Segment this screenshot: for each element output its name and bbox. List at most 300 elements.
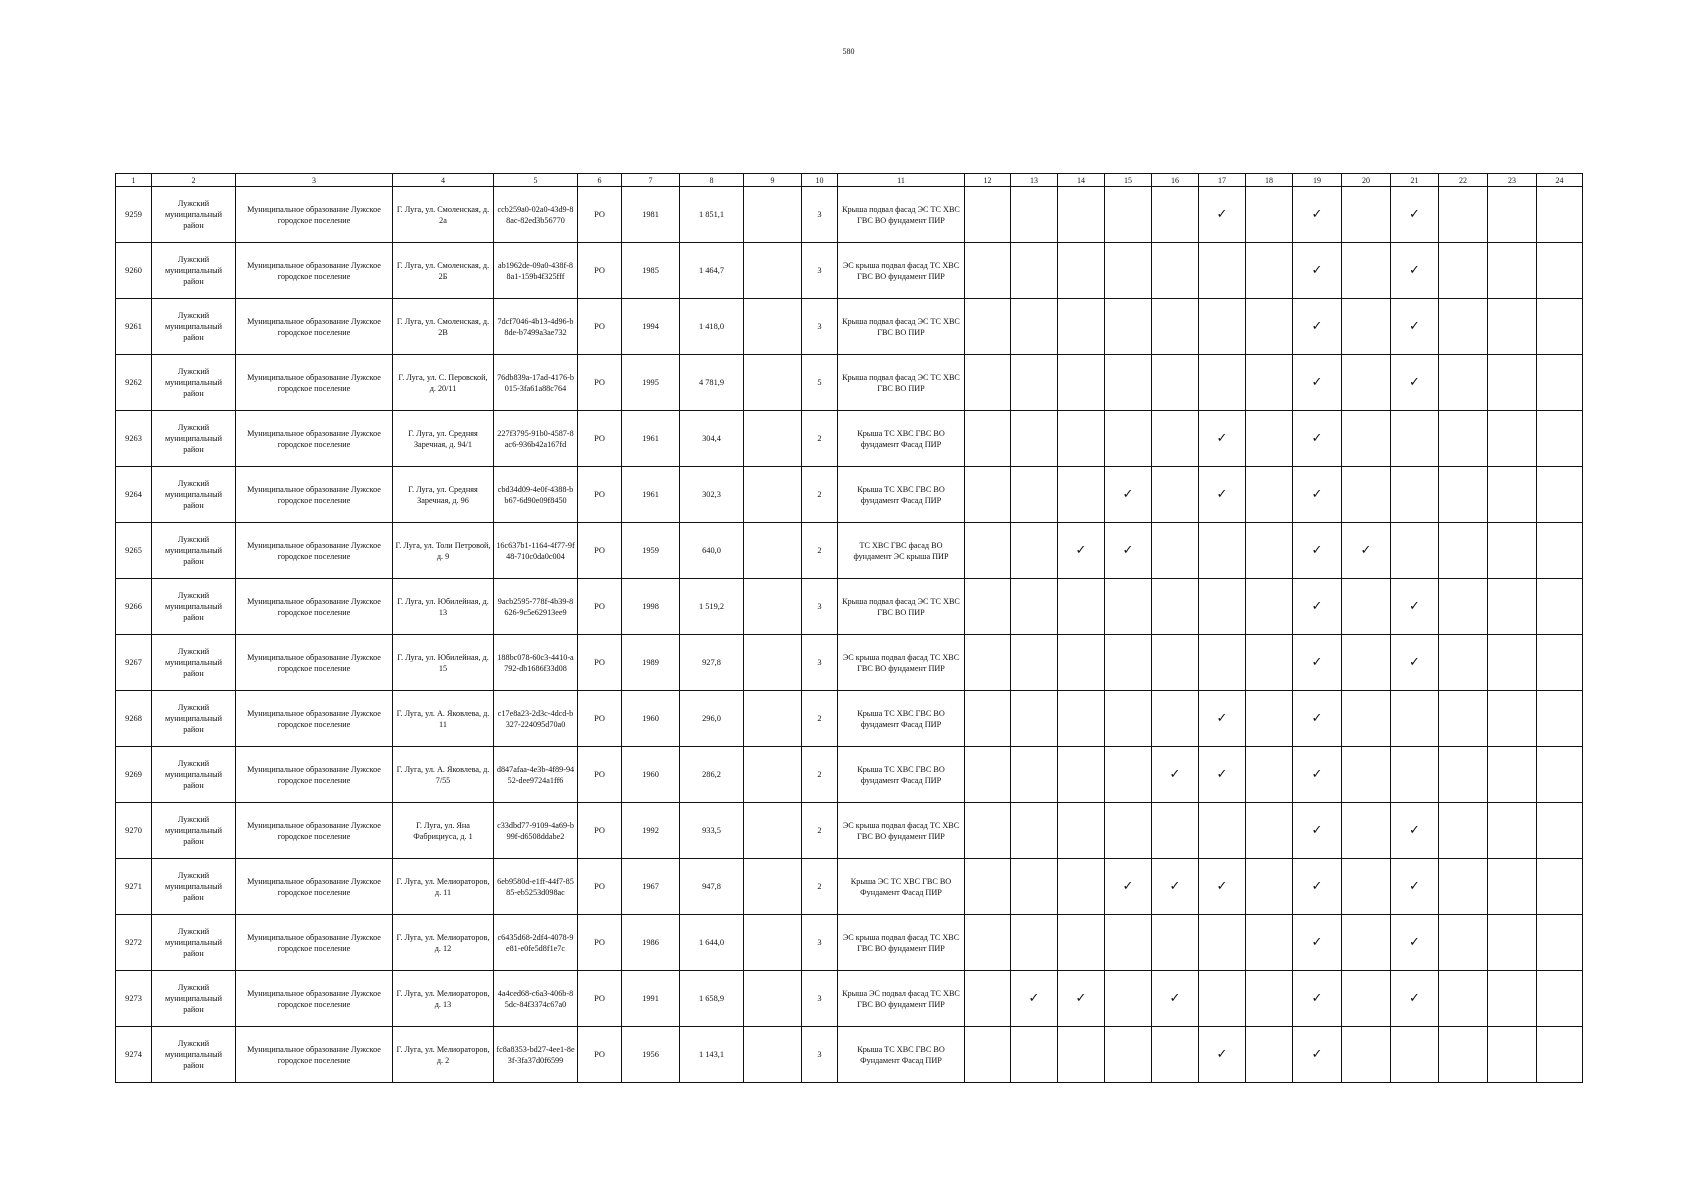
work-column-16-cell <box>1152 803 1199 859</box>
floors-cell: 2 <box>802 411 838 467</box>
table-row <box>116 803 1583 859</box>
work-column-16-cell <box>1152 299 1199 355</box>
work-column-24-cell <box>1537 411 1583 467</box>
work-column-13-cell <box>1011 747 1058 803</box>
work-column-14-cell <box>1058 691 1105 747</box>
table-row <box>116 579 1583 635</box>
work-column-17-cell <box>1199 355 1246 411</box>
check-mark-icon: ✓ <box>1216 430 1228 446</box>
address-cell: Г. Луга, ул. Смоленская, д. 2В <box>393 299 494 355</box>
municipality-cell: Муниципальное образование Лужское городское поселение <box>236 243 393 299</box>
work-column-16-cell <box>1152 411 1199 467</box>
address-cell: Г. Луга, ул. Смоленская, д. 2Б <box>393 243 494 299</box>
district-cell: Лужский муниципальный район <box>152 747 236 803</box>
work-column-24-cell <box>1537 747 1583 803</box>
column-header-18: 18 <box>1246 174 1293 187</box>
empty-cell <box>744 1027 802 1083</box>
work-column-20-cell <box>1342 355 1391 411</box>
work-column-12-cell <box>965 579 1011 635</box>
work-column-14-cell <box>1058 523 1105 579</box>
check-mark-icon: ✓ <box>1169 766 1181 782</box>
works-list-cell: ЭС крыша подвал фасад ТС ХВС ГВС ВО фундамент ПИР <box>838 635 965 691</box>
year-built-cell: 1995 <box>622 355 680 411</box>
check-mark-icon: ✓ <box>1028 990 1040 1006</box>
work-column-19-cell <box>1293 299 1342 355</box>
work-column-17-cell <box>1199 523 1246 579</box>
year-built-cell: 1991 <box>622 971 680 1027</box>
year-built-cell: 1992 <box>622 803 680 859</box>
work-column-24-cell <box>1537 803 1583 859</box>
fund-form-cell: РО <box>578 971 622 1027</box>
check-mark-icon: ✓ <box>1216 206 1228 222</box>
work-column-23-cell <box>1488 523 1537 579</box>
address-cell: Г. Луга, ул. Мелиораторов, д. 2 <box>393 1027 494 1083</box>
area-cell: 286,2 <box>680 747 744 803</box>
column-header-16: 16 <box>1152 174 1199 187</box>
fund-form-cell: РО <box>578 523 622 579</box>
work-column-13-cell <box>1011 971 1058 1027</box>
table-row <box>116 915 1583 971</box>
work-column-16-cell <box>1152 243 1199 299</box>
work-column-23-cell <box>1488 299 1537 355</box>
fund-form-cell: РО <box>578 915 622 971</box>
row-number-cell: 9259 <box>116 187 152 243</box>
year-built-cell: 1998 <box>622 579 680 635</box>
column-header-21: 21 <box>1391 174 1439 187</box>
building-id-cell: c6435d68-2df4-4078-9e81-e0fe5d8f1e7c <box>494 915 578 971</box>
work-column-17-cell <box>1199 299 1246 355</box>
works-list-cell: Крыша ТС ХВС ГВС ВО Фундамент Фасад ПИР <box>838 1027 965 1083</box>
works-list-cell: Крыша ЭС подвал фасад ТС ХВС ГВС ВО фундамент ПИР <box>838 971 965 1027</box>
year-built-cell: 1994 <box>622 299 680 355</box>
municipality-cell: Муниципальное образование Лужское городское поселение <box>236 859 393 915</box>
work-column-12-cell <box>965 243 1011 299</box>
work-column-17-cell <box>1199 411 1246 467</box>
work-column-13-cell <box>1011 691 1058 747</box>
work-column-19-cell <box>1293 635 1342 691</box>
row-number-cell: 9267 <box>116 635 152 691</box>
row-number-cell: 9272 <box>116 915 152 971</box>
work-column-12-cell <box>965 747 1011 803</box>
work-column-12-cell <box>965 915 1011 971</box>
check-mark-icon: ✓ <box>1311 934 1323 950</box>
check-mark-icon: ✓ <box>1311 1046 1323 1062</box>
municipality-cell: Муниципальное образование Лужское городское поселение <box>236 691 393 747</box>
building-id-cell: fc8a8353-bd27-4ee1-8e3f-3fa37d0f6599 <box>494 1027 578 1083</box>
check-mark-icon: ✓ <box>1360 542 1372 558</box>
table-row <box>116 467 1583 523</box>
check-mark-icon: ✓ <box>1216 486 1228 502</box>
district-cell: Лужский муниципальный район <box>152 355 236 411</box>
work-column-23-cell <box>1488 635 1537 691</box>
work-column-15-cell <box>1105 579 1152 635</box>
row-number-cell: 9269 <box>116 747 152 803</box>
works-list-cell: Крыша ТС ХВС ГВС ВО фундамент Фасад ПИР <box>838 691 965 747</box>
check-mark-icon: ✓ <box>1216 766 1228 782</box>
works-list-cell: Крыша подвал фасад ЭС ТС ХВС ГВС ВО фундамент ПИР <box>838 187 965 243</box>
year-built-cell: 1961 <box>622 411 680 467</box>
address-cell: Г. Луга, ул. Мелиораторов, д. 13 <box>393 971 494 1027</box>
work-column-20-cell <box>1342 467 1391 523</box>
municipality-cell: Муниципальное образование Лужское городское поселение <box>236 803 393 859</box>
work-column-20-cell <box>1342 803 1391 859</box>
check-mark-icon: ✓ <box>1409 934 1420 950</box>
work-column-15-cell <box>1105 859 1152 915</box>
works-list-cell: ТС ХВС ГВС фасад ВО фундамент ЭС крыша ПИР <box>838 523 965 579</box>
work-column-19-cell <box>1293 411 1342 467</box>
check-mark-icon: ✓ <box>1216 878 1228 894</box>
work-column-24-cell <box>1537 187 1583 243</box>
work-column-20-cell <box>1342 1027 1391 1083</box>
year-built-cell: 1989 <box>622 635 680 691</box>
municipality-cell: Муниципальное образование Лужское городское поселение <box>236 635 393 691</box>
work-column-23-cell <box>1488 467 1537 523</box>
work-column-23-cell <box>1488 803 1537 859</box>
work-column-23-cell <box>1488 355 1537 411</box>
work-column-18-cell <box>1246 467 1293 523</box>
district-cell: Лужский муниципальный район <box>152 1027 236 1083</box>
building-id-cell: 227f3795-91b0-4587-8ac6-936b42a167fd <box>494 411 578 467</box>
floors-cell: 3 <box>802 1027 838 1083</box>
district-cell: Лужский муниципальный район <box>152 971 236 1027</box>
work-column-24-cell <box>1537 971 1583 1027</box>
check-mark-icon: ✓ <box>1409 262 1420 278</box>
work-column-14-cell <box>1058 747 1105 803</box>
work-column-17-cell <box>1199 187 1246 243</box>
work-column-19-cell <box>1293 915 1342 971</box>
check-mark-icon: ✓ <box>1169 878 1181 894</box>
row-number-cell: 9270 <box>116 803 152 859</box>
building-id-cell: c33dbd77-9109-4a69-b99f-d6508ddabe2 <box>494 803 578 859</box>
building-id-cell: ab1962de-09a0-438f-88a1-159b4f325fff <box>494 243 578 299</box>
work-column-24-cell <box>1537 355 1583 411</box>
check-mark-icon: ✓ <box>1122 542 1134 558</box>
work-column-15-cell <box>1105 971 1152 1027</box>
work-column-19-cell <box>1293 971 1342 1027</box>
work-column-14-cell <box>1058 467 1105 523</box>
work-column-15-cell <box>1105 803 1152 859</box>
fund-form-cell: РО <box>578 859 622 915</box>
row-number-cell: 9273 <box>116 971 152 1027</box>
work-column-18-cell <box>1246 355 1293 411</box>
fund-form-cell: РО <box>578 1027 622 1083</box>
work-column-13-cell <box>1011 635 1058 691</box>
work-column-13-cell <box>1011 1027 1058 1083</box>
work-column-19-cell <box>1293 579 1342 635</box>
work-column-14-cell <box>1058 635 1105 691</box>
work-column-22-cell <box>1439 1027 1488 1083</box>
table-row <box>116 411 1583 467</box>
work-column-22-cell <box>1439 803 1488 859</box>
fund-form-cell: РО <box>578 299 622 355</box>
work-column-18-cell <box>1246 523 1293 579</box>
check-mark-icon: ✓ <box>1311 430 1323 446</box>
work-column-14-cell <box>1058 1027 1105 1083</box>
year-built-cell: 1960 <box>622 691 680 747</box>
work-column-22-cell <box>1439 299 1488 355</box>
column-header-23: 23 <box>1488 174 1537 187</box>
work-column-19-cell <box>1293 523 1342 579</box>
row-number-cell: 9266 <box>116 579 152 635</box>
building-id-cell: 188bc078-60c3-4410-a792-db1686f33d08 <box>494 635 578 691</box>
check-mark-icon: ✓ <box>1409 206 1420 222</box>
work-column-24-cell <box>1537 1027 1583 1083</box>
work-column-18-cell <box>1246 1027 1293 1083</box>
column-header-15: 15 <box>1105 174 1152 187</box>
empty-cell <box>744 747 802 803</box>
work-column-20-cell <box>1342 243 1391 299</box>
work-column-24-cell <box>1537 243 1583 299</box>
work-column-21-cell <box>1391 523 1439 579</box>
check-mark-icon: ✓ <box>1311 318 1323 334</box>
work-column-14-cell <box>1058 411 1105 467</box>
work-column-22-cell <box>1439 355 1488 411</box>
address-cell: Г. Луга, ул. Юбилейная, д. 13 <box>393 579 494 635</box>
works-list-cell: ЭС крыша подвал фасад ТС ХВС ГВС ВО фундамент ПИР <box>838 243 965 299</box>
work-column-14-cell <box>1058 243 1105 299</box>
floors-cell: 3 <box>802 971 838 1027</box>
area-cell: 1 644,0 <box>680 915 744 971</box>
work-column-14-cell <box>1058 579 1105 635</box>
check-mark-icon: ✓ <box>1075 542 1087 558</box>
work-column-16-cell <box>1152 635 1199 691</box>
area-cell: 947,8 <box>680 859 744 915</box>
check-mark-icon: ✓ <box>1409 598 1420 614</box>
municipality-cell: Муниципальное образование Лужское городское поселение <box>236 971 393 1027</box>
check-mark-icon: ✓ <box>1311 878 1323 894</box>
fund-form-cell: РО <box>578 579 622 635</box>
district-cell: Лужский муниципальный район <box>152 691 236 747</box>
work-column-23-cell <box>1488 579 1537 635</box>
work-column-12-cell <box>965 635 1011 691</box>
work-column-19-cell <box>1293 803 1342 859</box>
work-column-20-cell <box>1342 971 1391 1027</box>
fund-form-cell: РО <box>578 411 622 467</box>
work-column-24-cell <box>1537 859 1583 915</box>
check-mark-icon: ✓ <box>1216 1046 1228 1062</box>
work-column-21-cell <box>1391 467 1439 523</box>
address-cell: Г. Луга, ул. Мелиораторов, д. 11 <box>393 859 494 915</box>
address-cell: Г. Луга, ул. Яна Фабрициуса, д. 1 <box>393 803 494 859</box>
work-column-12-cell <box>965 523 1011 579</box>
works-list-cell: Крыша ТС ХВС ГВС ВО фундамент Фасад ПИР <box>838 411 965 467</box>
work-column-23-cell <box>1488 243 1537 299</box>
year-built-cell: 1985 <box>622 243 680 299</box>
check-mark-icon: ✓ <box>1216 710 1228 726</box>
building-id-cell: c17e8a23-2d3c-4dcd-b327-224095d70a0 <box>494 691 578 747</box>
building-id-cell: ccb259a0-02a0-43d9-88ac-82ed3b56770 <box>494 187 578 243</box>
work-column-15-cell <box>1105 747 1152 803</box>
district-cell: Лужский муниципальный район <box>152 579 236 635</box>
work-column-15-cell <box>1105 411 1152 467</box>
work-column-14-cell <box>1058 859 1105 915</box>
fund-form-cell: РО <box>578 355 622 411</box>
check-mark-icon: ✓ <box>1169 990 1181 1006</box>
work-column-21-cell <box>1391 411 1439 467</box>
municipality-cell: Муниципальное образование Лужское городское поселение <box>236 411 393 467</box>
work-column-12-cell <box>965 187 1011 243</box>
work-column-14-cell <box>1058 915 1105 971</box>
floors-cell: 2 <box>802 859 838 915</box>
area-cell: 4 781,9 <box>680 355 744 411</box>
table-row <box>116 859 1583 915</box>
address-cell: Г. Луга, ул. С. Перовской, д. 20/11 <box>393 355 494 411</box>
work-column-14-cell <box>1058 803 1105 859</box>
table-row <box>116 523 1583 579</box>
work-column-12-cell <box>965 411 1011 467</box>
address-cell: Г. Луга, ул. Юбилейная, д. 15 <box>393 635 494 691</box>
column-header-8: 8 <box>680 174 744 187</box>
work-column-23-cell <box>1488 411 1537 467</box>
district-cell: Лужский муниципальный район <box>152 187 236 243</box>
floors-cell: 2 <box>802 691 838 747</box>
work-column-22-cell <box>1439 243 1488 299</box>
year-built-cell: 1956 <box>622 1027 680 1083</box>
work-column-21-cell <box>1391 915 1439 971</box>
empty-cell <box>744 243 802 299</box>
work-column-13-cell <box>1011 579 1058 635</box>
floors-cell: 3 <box>802 635 838 691</box>
work-column-13-cell <box>1011 411 1058 467</box>
area-cell: 1 851,1 <box>680 187 744 243</box>
floors-cell: 3 <box>802 187 838 243</box>
work-column-22-cell <box>1439 187 1488 243</box>
floors-cell: 3 <box>802 579 838 635</box>
work-column-24-cell <box>1537 691 1583 747</box>
check-mark-icon: ✓ <box>1311 598 1323 614</box>
building-id-cell: 16c637b1-1164-4f77-9f48-710c0da0c004 <box>494 523 578 579</box>
municipality-cell: Муниципальное образование Лужское городское поселение <box>236 915 393 971</box>
work-column-24-cell <box>1537 635 1583 691</box>
work-column-16-cell <box>1152 747 1199 803</box>
work-column-23-cell <box>1488 691 1537 747</box>
work-column-15-cell <box>1105 1027 1152 1083</box>
work-column-17-cell <box>1199 1027 1246 1083</box>
building-id-cell: d847afaa-4e3b-4f89-9452-dee9724a1ff6 <box>494 747 578 803</box>
year-built-cell: 1981 <box>622 187 680 243</box>
column-header-13: 13 <box>1011 174 1058 187</box>
fund-form-cell: РО <box>578 747 622 803</box>
work-column-18-cell <box>1246 187 1293 243</box>
work-column-18-cell <box>1246 691 1293 747</box>
work-column-23-cell <box>1488 747 1537 803</box>
district-cell: Лужский муниципальный район <box>152 299 236 355</box>
work-column-22-cell <box>1439 523 1488 579</box>
row-number-cell: 9274 <box>116 1027 152 1083</box>
building-id-cell: 7dcf7046-4b13-4d96-b8de-b7499a3ae732 <box>494 299 578 355</box>
check-mark-icon: ✓ <box>1311 990 1323 1006</box>
floors-cell: 3 <box>802 299 838 355</box>
work-column-20-cell <box>1342 523 1391 579</box>
work-column-20-cell <box>1342 691 1391 747</box>
work-column-15-cell <box>1105 243 1152 299</box>
empty-cell <box>744 859 802 915</box>
year-built-cell: 1986 <box>622 915 680 971</box>
check-mark-icon: ✓ <box>1409 654 1420 670</box>
work-column-12-cell <box>965 803 1011 859</box>
work-column-15-cell <box>1105 187 1152 243</box>
column-header-14: 14 <box>1058 174 1105 187</box>
area-cell: 302,3 <box>680 467 744 523</box>
district-cell: Лужский муниципальный район <box>152 523 236 579</box>
empty-cell <box>744 523 802 579</box>
table-row <box>116 747 1583 803</box>
column-number-row <box>116 174 1583 187</box>
table-row <box>116 635 1583 691</box>
empty-cell <box>744 635 802 691</box>
area-cell: 640,0 <box>680 523 744 579</box>
work-column-12-cell <box>965 355 1011 411</box>
work-column-14-cell <box>1058 355 1105 411</box>
work-column-21-cell <box>1391 971 1439 1027</box>
table-row <box>116 299 1583 355</box>
column-header-7: 7 <box>622 174 680 187</box>
building-id-cell: 4a4ced68-c6a3-406b-85dc-84f3374c67a0 <box>494 971 578 1027</box>
column-header-6: 6 <box>578 174 622 187</box>
work-column-21-cell <box>1391 243 1439 299</box>
work-column-23-cell <box>1488 859 1537 915</box>
work-column-19-cell <box>1293 1027 1342 1083</box>
column-header-22: 22 <box>1439 174 1488 187</box>
work-column-20-cell <box>1342 635 1391 691</box>
work-column-12-cell <box>965 859 1011 915</box>
page-number: 580 <box>842 47 855 56</box>
work-column-12-cell <box>965 1027 1011 1083</box>
area-cell: 1 464,7 <box>680 243 744 299</box>
work-column-20-cell <box>1342 299 1391 355</box>
district-cell: Лужский муниципальный район <box>152 243 236 299</box>
fund-form-cell: РО <box>578 691 622 747</box>
work-column-17-cell <box>1199 467 1246 523</box>
work-column-22-cell <box>1439 747 1488 803</box>
work-column-22-cell <box>1439 691 1488 747</box>
check-mark-icon: ✓ <box>1409 374 1420 390</box>
works-list-cell: Крыша подвал фасад ЭС ТС ХВС ГВС ВО ПИР <box>838 579 965 635</box>
check-mark-icon: ✓ <box>1122 878 1134 894</box>
empty-cell <box>744 467 802 523</box>
fund-form-cell: РО <box>578 803 622 859</box>
empty-cell <box>744 187 802 243</box>
work-column-13-cell <box>1011 467 1058 523</box>
work-column-20-cell <box>1342 187 1391 243</box>
works-list-cell: Крыша ТС ХВС ГВС ВО фундамент Фасад ПИР <box>838 747 965 803</box>
municipality-cell: Муниципальное образование Лужское городское поселение <box>236 467 393 523</box>
floors-cell: 2 <box>802 803 838 859</box>
work-column-21-cell <box>1391 355 1439 411</box>
work-column-21-cell <box>1391 747 1439 803</box>
work-column-13-cell <box>1011 355 1058 411</box>
work-column-13-cell <box>1011 523 1058 579</box>
row-number-cell: 9263 <box>116 411 152 467</box>
floors-cell: 3 <box>802 915 838 971</box>
work-column-17-cell <box>1199 635 1246 691</box>
work-column-16-cell <box>1152 579 1199 635</box>
work-column-19-cell <box>1293 243 1342 299</box>
work-column-13-cell <box>1011 299 1058 355</box>
work-column-14-cell <box>1058 971 1105 1027</box>
work-column-18-cell <box>1246 411 1293 467</box>
works-list-cell: Крыша подвал фасад ЭС ТС ХВС ГВС ВО ПИР <box>838 355 965 411</box>
building-id-cell: 76db839a-17ad-4176-b015-3fa61a88c764 <box>494 355 578 411</box>
area-cell: 1 143,1 <box>680 1027 744 1083</box>
work-column-19-cell <box>1293 467 1342 523</box>
row-number-cell: 9262 <box>116 355 152 411</box>
table-row <box>116 243 1583 299</box>
area-cell: 933,5 <box>680 803 744 859</box>
district-cell: Лужский муниципальный район <box>152 803 236 859</box>
work-column-23-cell <box>1488 971 1537 1027</box>
work-column-24-cell <box>1537 467 1583 523</box>
